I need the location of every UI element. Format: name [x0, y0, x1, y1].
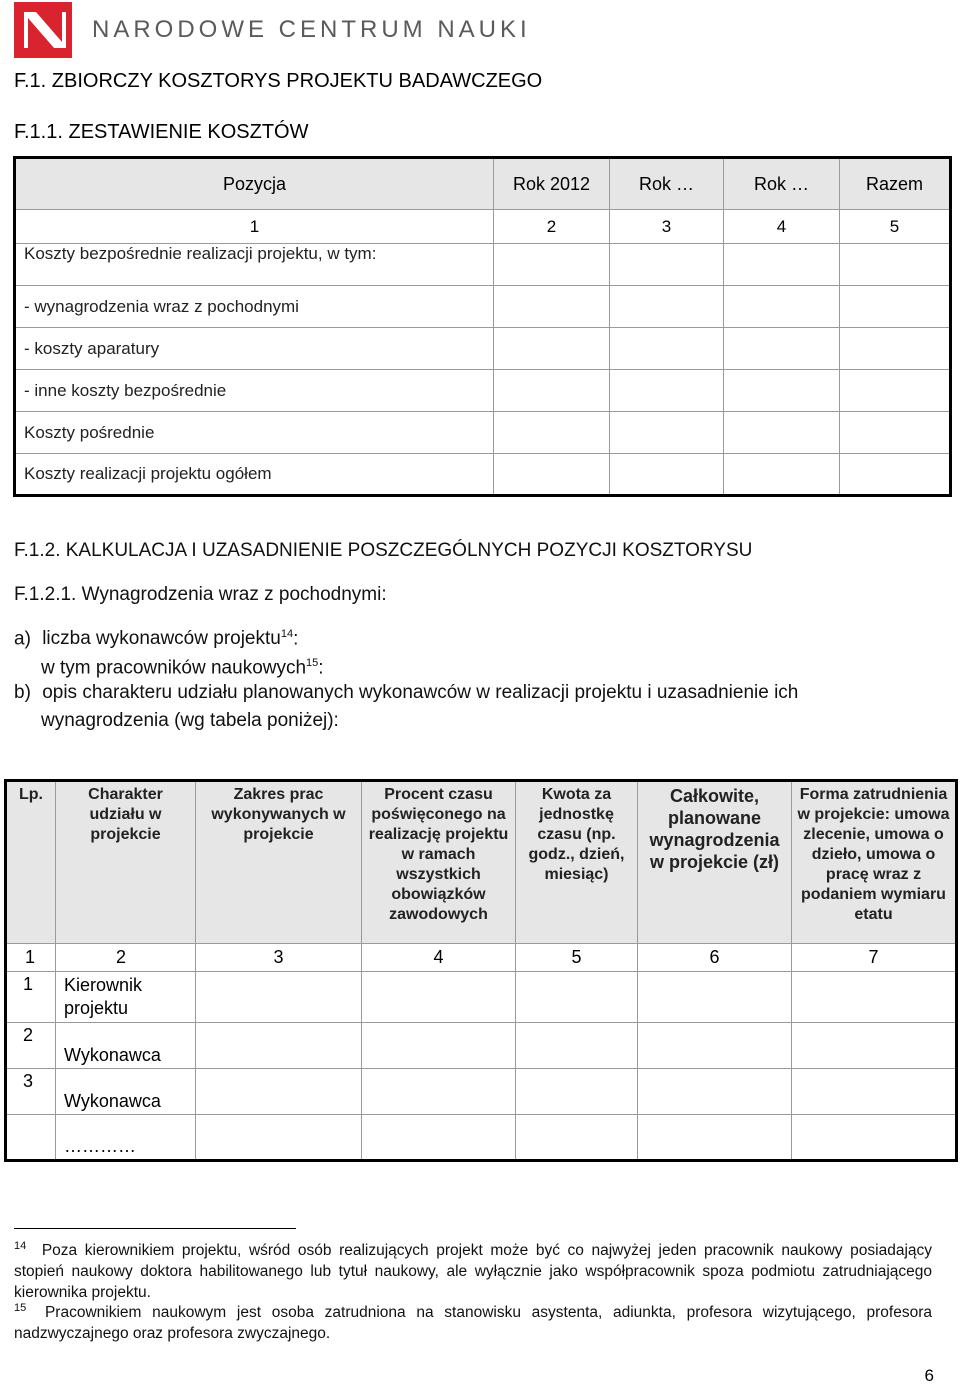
value-cell[interactable]	[610, 412, 724, 454]
cost-summary-table	[13, 156, 952, 497]
table-header-row	[6, 781, 957, 944]
footnote-number: 15	[14, 1302, 27, 1314]
column-number: 7	[792, 944, 957, 972]
value-cell[interactable]	[494, 370, 610, 412]
table-row	[6, 1115, 957, 1161]
column-number-row	[15, 210, 951, 244]
staff-table	[4, 779, 958, 1162]
data-cell[interactable]	[362, 1115, 516, 1161]
data-cell[interactable]	[638, 1023, 792, 1069]
row-label: - koszty aparatury	[15, 328, 494, 370]
data-cell[interactable]	[516, 1069, 638, 1115]
item-a	[14, 628, 298, 650]
table-row	[15, 328, 951, 370]
footnote	[14, 1298, 932, 1344]
data-cell[interactable]	[792, 1069, 957, 1115]
column-header: Zakres prac wykonywanych w projekcie	[196, 781, 362, 944]
data-cell[interactable]	[196, 1023, 362, 1069]
column-number-row	[6, 944, 957, 972]
data-cell[interactable]	[638, 1069, 792, 1115]
item-b-text: opis charakteru udziału planowanych wykonawców w realizacji projektu i uzasadnienie ich	[42, 682, 799, 703]
value-cell[interactable]	[840, 412, 951, 454]
column-header: Pozycja	[15, 158, 494, 210]
column-header: Procent czasu poświęconego na realizację projektu w ramach wszystkich obowiązków zawodowych	[362, 781, 516, 944]
value-cell[interactable]	[724, 370, 840, 412]
data-cell[interactable]	[516, 1115, 638, 1161]
column-header: Charakter udziału w projekcie	[56, 781, 196, 944]
footnote	[14, 1236, 932, 1303]
value-cell[interactable]	[840, 328, 951, 370]
column-header: Rok 2012	[494, 158, 610, 210]
item-b-label: b)	[14, 682, 31, 703]
role-cell: Kierownik projektu	[56, 972, 196, 1023]
data-cell[interactable]	[196, 1115, 362, 1161]
data-cell[interactable]	[196, 1069, 362, 1115]
section-heading: F.1.2. KALKULACJA I UZASADNIENIE POSZCZEGÓLNYCH POZYCJI KOSZTORYSU	[14, 540, 753, 561]
column-number: 4	[724, 210, 840, 244]
value-cell[interactable]	[724, 286, 840, 328]
table-header-row	[15, 158, 951, 210]
subsection-heading: F.1.2.1. Wynagrodzenia wraz z pochodnymi:	[14, 584, 387, 605]
row-label: - inne koszty bezpośrednie	[15, 370, 494, 412]
footnote-divider	[14, 1228, 296, 1229]
value-cell[interactable]	[840, 244, 951, 286]
data-cell[interactable]	[792, 972, 957, 1023]
value-cell[interactable]	[610, 244, 724, 286]
page-number: 6	[924, 1366, 934, 1385]
item-a-tail: :	[293, 628, 299, 650]
footnote-number: 14	[14, 1240, 27, 1252]
value-cell[interactable]	[724, 244, 840, 286]
item-a2-text: w tym pracowników naukowych	[41, 657, 307, 679]
item-a-label: a)	[14, 628, 31, 650]
data-cell[interactable]	[638, 972, 792, 1023]
value-cell[interactable]	[610, 328, 724, 370]
column-number: 1	[6, 944, 56, 972]
footnote-ref: 14	[280, 628, 294, 640]
data-cell[interactable]	[638, 1115, 792, 1161]
value-cell[interactable]	[494, 328, 610, 370]
table-row	[15, 370, 951, 412]
column-number: 3	[196, 944, 362, 972]
column-number: 2	[56, 944, 196, 972]
column-header: Razem	[840, 158, 951, 210]
row-number: 2	[6, 1023, 56, 1069]
value-cell[interactable]	[494, 412, 610, 454]
item-a-text: liczba wykonawców projektu	[42, 628, 281, 650]
value-cell[interactable]	[724, 454, 840, 496]
table-row	[6, 972, 957, 1023]
column-number: 1	[15, 210, 494, 244]
ncn-logo-icon	[14, 2, 72, 58]
item-b-continued: wynagrodzenia (wg tabela poniżej):	[41, 710, 339, 731]
value-cell[interactable]	[610, 370, 724, 412]
item-b	[14, 682, 798, 704]
footnote-text: Poza kierownikiem projektu, wśród osób realizujących projekt może być co najwyżej jeden pracownik naukowy posiadający stopień naukowy doktora habilitowanego lub tytuł naukowy, ale wyłącznie jako współpracownik spoza podmiotu zatrudniającego kierownika projektu.	[14, 1242, 933, 1302]
value-cell[interactable]	[610, 286, 724, 328]
row-number: 1	[6, 972, 56, 1023]
data-cell[interactable]	[516, 972, 638, 1023]
page-title: F.1. ZBIORCZY KOSZTORYS PROJEKTU BADAWCZEGO	[14, 70, 543, 92]
value-cell[interactable]	[840, 286, 951, 328]
table-row	[6, 1069, 957, 1115]
item-a2	[41, 657, 324, 679]
column-number: 3	[610, 210, 724, 244]
column-number: 5	[840, 210, 951, 244]
value-cell[interactable]	[724, 412, 840, 454]
column-header: Rok …	[610, 158, 724, 210]
value-cell[interactable]	[494, 286, 610, 328]
table-row	[15, 286, 951, 328]
value-cell[interactable]	[610, 454, 724, 496]
column-number: 4	[362, 944, 516, 972]
footnote-text: Pracownikiem naukowym jest osoba zatrudniona na stanowisku asystenta, adiunkta, profesora wizytującego, profesora nadzwyczajnego oraz profesora zwyczajnego.	[14, 1304, 932, 1343]
item-a2-tail: :	[318, 657, 324, 679]
column-number: 5	[516, 944, 638, 972]
table-row	[15, 244, 951, 286]
value-cell[interactable]	[494, 454, 610, 496]
row-label: Koszty realizacji projektu ogółem	[15, 454, 494, 496]
column-header: Rok …	[724, 158, 840, 210]
row-label: Koszty pośrednie	[15, 412, 494, 454]
column-number: 6	[638, 944, 792, 972]
column-header: Kwota za jednostkę czasu (np. godz., dzień, miesiąc)	[516, 781, 638, 944]
data-cell[interactable]	[516, 1023, 638, 1069]
data-cell[interactable]	[792, 1115, 957, 1161]
data-cell[interactable]	[792, 1023, 957, 1069]
data-cell[interactable]	[362, 1069, 516, 1115]
table-row	[15, 454, 951, 496]
role-cell: Wykonawca	[56, 1069, 196, 1115]
table-row	[15, 412, 951, 454]
column-number: 2	[494, 210, 610, 244]
data-cell[interactable]	[196, 972, 362, 1023]
brand-name: NARODOWE CENTRUM NAUKI	[92, 16, 531, 43]
role-cell: …………	[56, 1115, 196, 1161]
row-label: Koszty bezpośrednie realizacji projektu, w tym:	[15, 244, 494, 286]
footnote-ref: 15	[306, 657, 319, 669]
table-row	[6, 1023, 957, 1069]
row-number	[6, 1115, 56, 1161]
column-header: Forma zatrudnienia w projekcie: umowa zlecenie, umowa o dzieło, umowa o pracę wraz z podaniem wymiaru etatu	[792, 781, 957, 944]
role-cell: Wykonawca	[56, 1023, 196, 1069]
section-title: F.1.1. ZESTAWIENIE KOSZTÓW	[14, 121, 309, 143]
data-cell[interactable]	[362, 972, 516, 1023]
value-cell[interactable]	[494, 244, 610, 286]
row-number: 3	[6, 1069, 56, 1115]
row-label: - wynagrodzenia wraz z pochodnymi	[15, 286, 494, 328]
value-cell[interactable]	[724, 328, 840, 370]
value-cell[interactable]	[840, 454, 951, 496]
column-header: Lp.	[6, 781, 56, 944]
column-header: Całkowite, planowane wynagrodzenia w projekcie (zł)	[638, 781, 792, 944]
value-cell[interactable]	[840, 370, 951, 412]
data-cell[interactable]	[362, 1023, 516, 1069]
